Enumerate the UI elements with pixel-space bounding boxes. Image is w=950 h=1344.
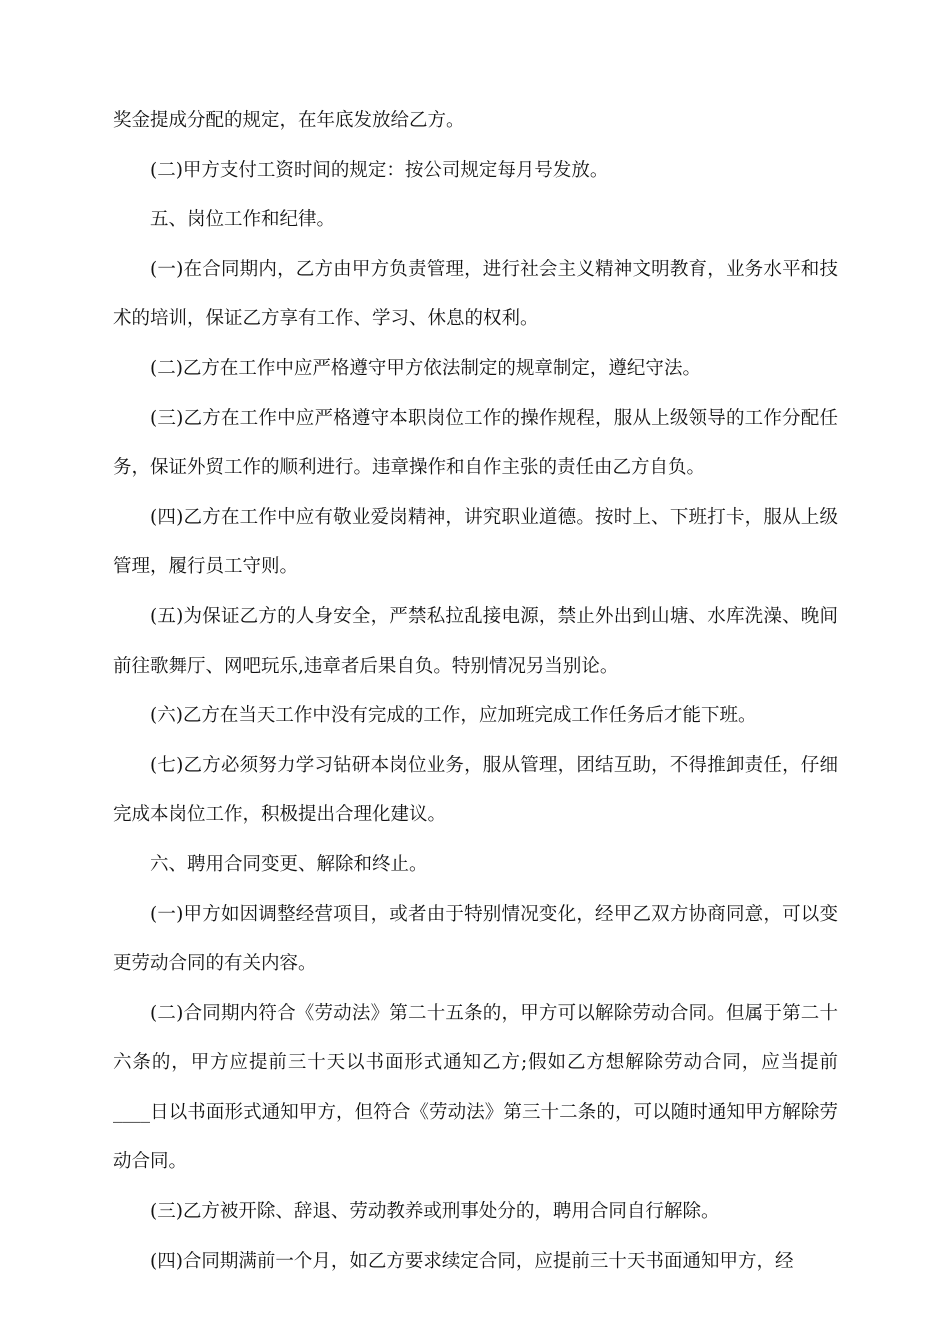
paragraph-bonus-distribution: 奖金提成分配的规定，在年底发放给乙方。 <box>113 110 465 131</box>
section-heading-contract-change: 六、聘用合同变更、解除和终止。 <box>150 853 428 875</box>
paragraph-discipline-4: (四)乙方在工作中应有敬业爱岗精神，讲究职业道德。按时上、下班打卡，服从上级管理，履行员工守则。 <box>113 506 838 578</box>
paragraph-discipline-1: (一)在合同期内，乙方由甲方负责管理，进行社会主义精神文明教育，业务水平和技术的培训，保证乙方享有工作、学习、休息的权利。 <box>113 258 838 330</box>
paragraph-contract-change-4: (四)合同期满前一个月，如乙方要求续定合同，应提前三十天书面通知甲方，经 <box>150 1250 794 1272</box>
section-heading-job-discipline: 五、岗位工作和纪律。 <box>150 209 336 231</box>
paragraph-discipline-7: (七)乙方必须努力学习钻研本岗位业务，服从管理，团结互助，不得推卸责任，仔细完成本岗位工作，积极提出合理化建议。 <box>113 754 838 826</box>
paragraph-discipline-6: (六)乙方在当天工作中没有完成的工作，应加班完成工作任务后才能下班。 <box>150 705 757 727</box>
document-body <box>113 96 838 1286</box>
paragraph-salary-payment-time: (二)甲方支付工资时间的规定：按公司规定每月号发放。 <box>150 159 609 181</box>
paragraph-discipline-5: (五)为保证乙方的人身安全，严禁私拉乱接电源，禁止外出到山塘、水库洗澡、晚间前往歌舞厅、网吧玩乐,违章者后果自负。特别情况另当别论。 <box>113 605 838 677</box>
paragraph-contract-change-2: (二)合同期内符合《劳动法》第二十五条的，甲方可以解除劳动合同。但属于第二十六条的，甲方应提前三十天以书面形式通知乙方;假如乙方想解除劳动合同，应当提前____日以书面形式通知甲方，但符合《劳动法》第三十二条的，可以随时通知甲方解除劳动合同。 <box>113 1002 838 1173</box>
paragraph-discipline-2: (二)乙方在工作中应严格遵守甲方依法制定的规章制定，遵纪守法。 <box>150 357 701 379</box>
paragraph-discipline-3: (三)乙方在工作中应严格遵守本职岗位工作的操作规程，服从上级领导的工作分配任务，保证外贸工作的顺利进行。违章操作和自作主张的责任由乙方自负。 <box>113 407 838 479</box>
paragraph-contract-change-3: (三)乙方被开除、辞退、劳动教养或刑事处分的，聘用合同自行解除。 <box>150 1201 720 1223</box>
paragraph-contract-change-1: (一)甲方如因调整经营项目，或者由于特别情况变化，经甲乙双方协商同意，可以变更劳动合同的有关内容。 <box>113 903 838 975</box>
